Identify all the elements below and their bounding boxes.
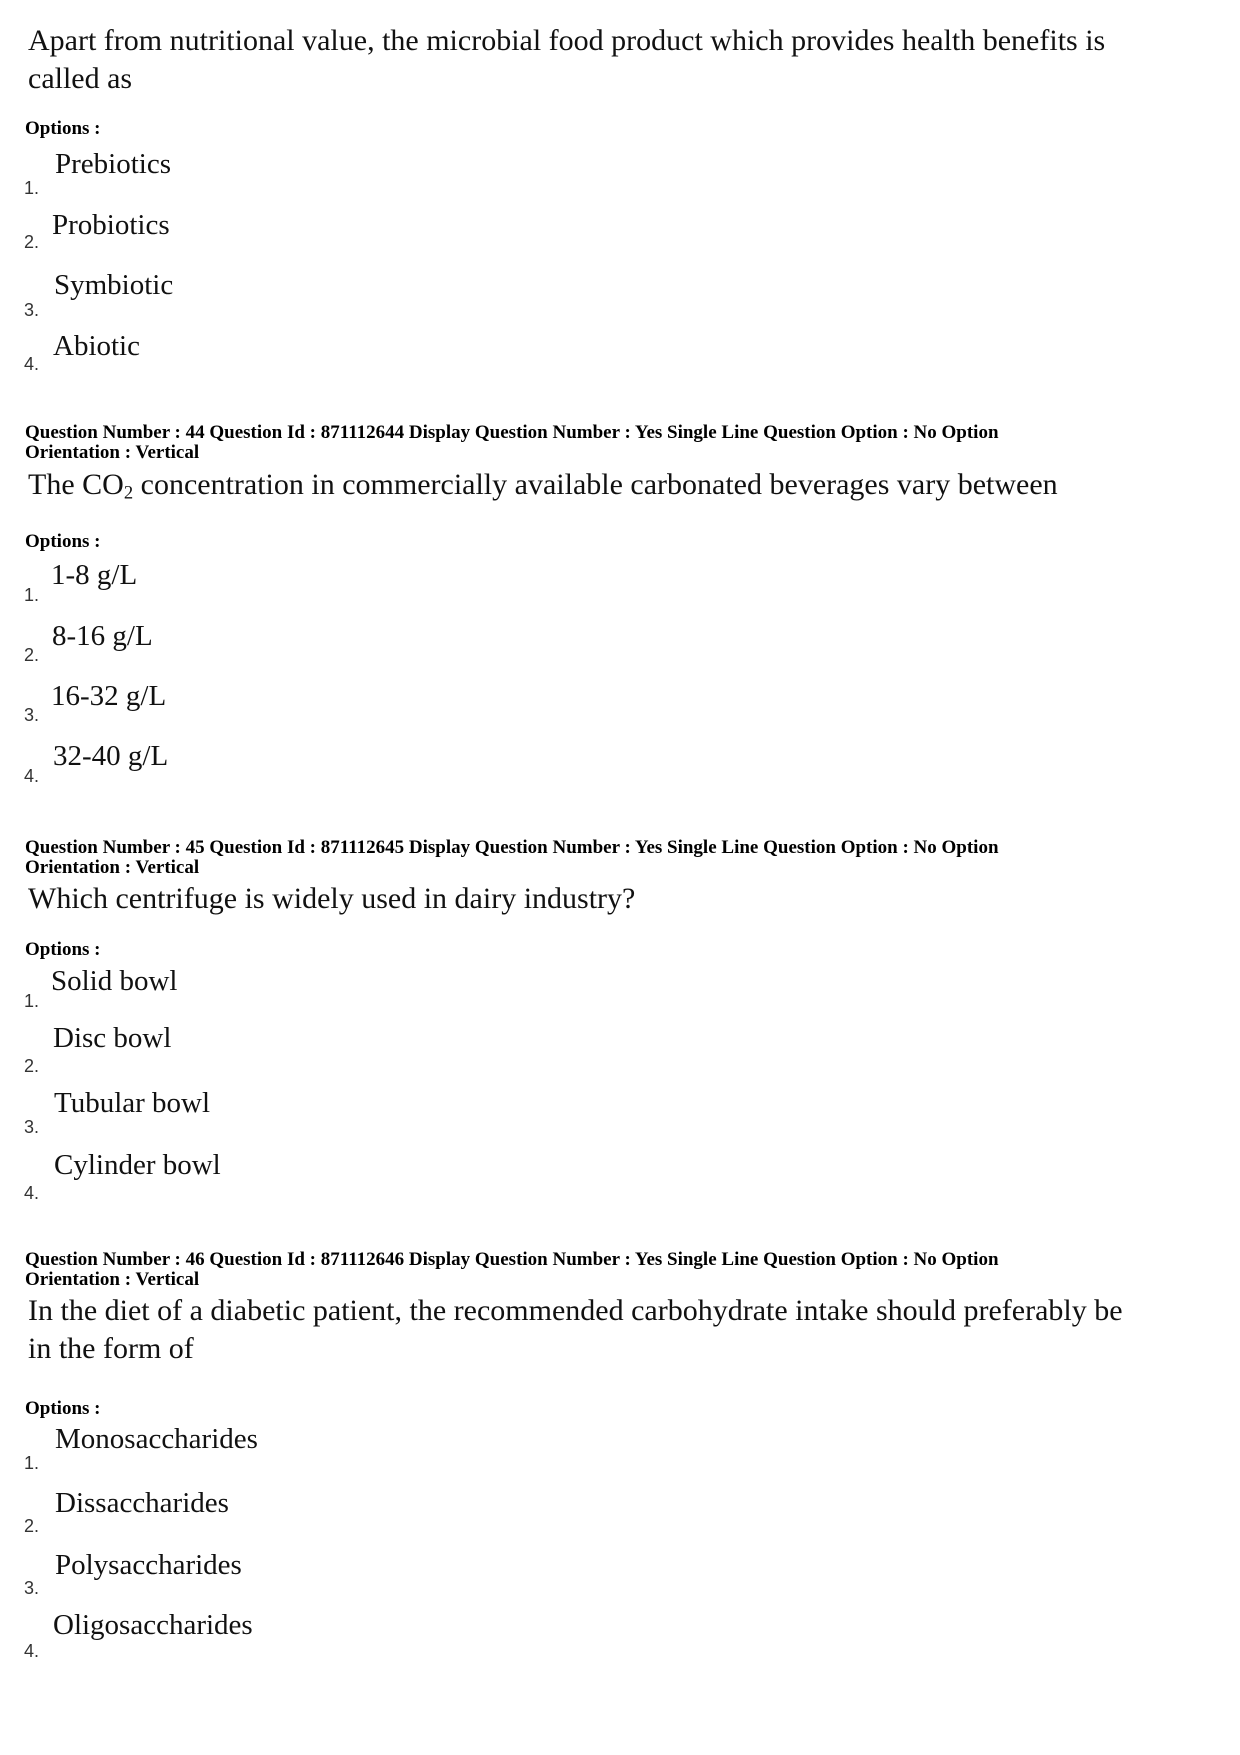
q44-option-3-number: 3. [24, 705, 40, 725]
q46-meta-line2: Orientation : Vertical [25, 1269, 200, 1290]
q44-meta-line2: Orientation : Vertical [25, 442, 200, 463]
q46-text-line1: In the diet of a diabetic patient, the recommended carbohydrate intake should preferably be [28, 1294, 1123, 1327]
q43-option-2-text: Probiotics [52, 209, 170, 241]
q46-option-2-number: 2. [24, 1516, 40, 1536]
q46-meta-line1: Question Number : 46 Question Id : 871112646 Display Question Number : Yes Single Line Question Option : No Option [25, 1249, 999, 1270]
q45-meta-line2: Orientation : Vertical [25, 857, 200, 878]
q45-option-2-text: Disc bowl [53, 1022, 172, 1054]
q44-text-before: The CO [28, 468, 124, 501]
q45-option-1-text: Solid bowl [51, 965, 178, 997]
q44-option-2-number: 2. [24, 645, 40, 665]
q43-option-4-number: 4. [24, 354, 40, 374]
q43-text-line2: called as [28, 62, 133, 95]
q43-options-label: Options : [25, 118, 101, 139]
q44-option-3-text: 16-32 g/L [51, 680, 167, 712]
q43-option-3-number: 3. [24, 300, 40, 320]
q44-options-label: Options : [25, 531, 101, 552]
q44-option-4-text: 32-40 g/L [53, 740, 169, 772]
q43-option-1-text: Prebiotics [55, 148, 171, 180]
q43-option-2-number: 2. [24, 232, 40, 252]
q44-text-subscript: 2 [123, 482, 134, 504]
q44-text-after: concentration in commercially available carbonated beverages vary between [133, 468, 1058, 501]
q45-option-4-number: 4. [24, 1183, 40, 1203]
q44-meta-line1: Question Number : 44 Question Id : 871112644 Display Question Number : Yes Single Line Question Option : No Option [25, 422, 999, 443]
q46-option-3-text: Polysaccharides [55, 1549, 242, 1581]
q44-option-1-number: 1. [24, 585, 40, 605]
q45-option-3-text: Tubular bowl [54, 1087, 211, 1119]
q46-option-2-text: Dissaccharides [55, 1487, 229, 1519]
q45-option-2-number: 2. [24, 1056, 40, 1076]
q45-meta-line1: Question Number : 45 Question Id : 871112645 Display Question Number : Yes Single Line Question Option : No Option [25, 837, 999, 858]
q43-option-3-text: Symbiotic [54, 269, 174, 301]
q46-option-4-text: Oligosaccharides [53, 1609, 253, 1641]
q45-option-4-text: Cylinder bowl [54, 1149, 221, 1181]
q43-text-line1: Apart from nutritional value, the microbial food product which provides health benefits is [28, 24, 1106, 57]
q44-option-2-text: 8-16 g/L [52, 620, 153, 652]
q43-option-4-text: Abiotic [53, 330, 140, 362]
q45-option-1-number: 1. [24, 991, 40, 1011]
q46-options-label: Options : [25, 1398, 101, 1419]
q46-option-4-number: 4. [24, 1641, 40, 1661]
q46-option-1-text: Monosaccharides [55, 1423, 258, 1455]
q44-option-1-text: 1-8 g/L [51, 559, 138, 591]
q45-text: Which centrifuge is widely used in dairy industry? [28, 882, 636, 915]
q44-option-4-number: 4. [24, 766, 40, 786]
q44-text [28, 466, 1058, 513]
q43-option-1-number: 1. [24, 178, 40, 198]
q46-text-line2: in the form of [28, 1332, 194, 1365]
q46-option-1-number: 1. [24, 1453, 40, 1473]
q46-option-3-number: 3. [24, 1578, 40, 1598]
q45-option-3-number: 3. [24, 1117, 40, 1137]
q45-options-label: Options : [25, 939, 101, 960]
